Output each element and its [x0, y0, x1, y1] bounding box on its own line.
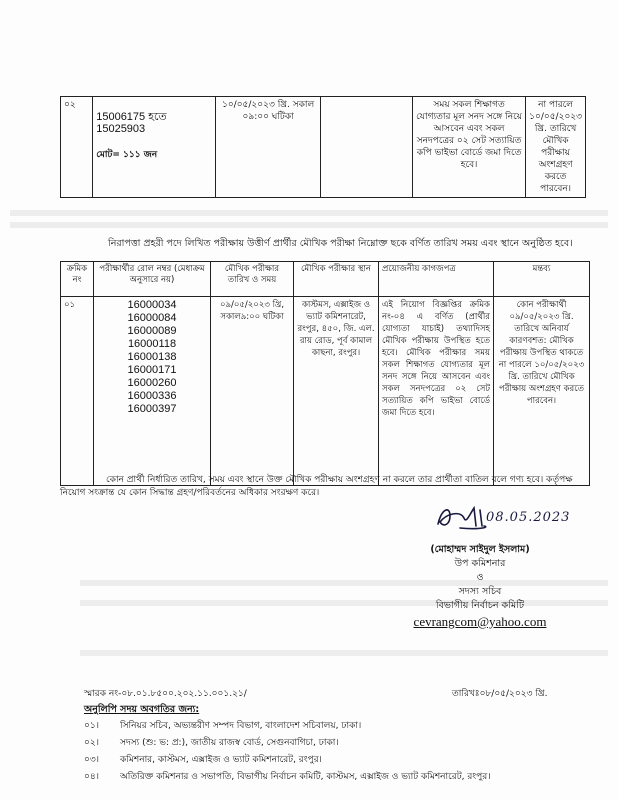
- list-item-text: অতিরিক্ত কমিশনার ও সভাপতি, বিভাগীয় নির্বাচন কমিটি, কাস্টমস, এক্সাইজ ও ভ্যাট কমিশনারেট, রংপুর।: [120, 772, 491, 782]
- previous-schedule-table: [60, 96, 586, 198]
- table-row: [61, 297, 590, 486]
- roll-number: 16000084: [127, 312, 177, 324]
- signatory-committee: বিভাগীয় নির্বাচন কমিটি: [435, 600, 525, 611]
- memo-number: স্মারক নং-০৮.০১.৮৫০০.২০২.১১.০০১.২১/: [84, 689, 247, 699]
- bleed-through-band: [10, 222, 608, 228]
- date-cell: ১০/০৫/২০২৩ খ্রি. সকাল ০৯:০০ ঘটিকা: [216, 97, 320, 198]
- place-cell: [320, 97, 412, 198]
- viva-schedule-table: [60, 261, 590, 486]
- signature-block: [375, 543, 585, 629]
- signatory-designation: উপ কমিশনার: [454, 558, 506, 569]
- list-item: [84, 752, 584, 769]
- list-item: [84, 718, 584, 735]
- roll-number: 16000118: [127, 338, 177, 350]
- roll-number: 16000260: [127, 377, 177, 389]
- roll-number: 16000171: [127, 364, 177, 376]
- roll-total: মোট= ১১১ জন: [96, 150, 158, 160]
- notice-paragraph: কোন প্রার্থী নির্ধারিত তারিখ, সময় এবং স্থানে উক্ত মৌখিক পরীক্ষায় অংশগ্রহণ না করলে তার প্রার্থীতা বাতিল বলে গণ্য হবে। কর্তৃপক্ষ নিয়োগ সংক্রান্ত যে কোন সিদ্ধান্ত গ্রহণ/পরিবর্তনের অধিকার সংরক্ষণ করে।: [60, 475, 573, 498]
- date-cell: ০৯/০৫/২০২৩ খ্রি, সকাল৯:০০ ঘটিকা: [211, 297, 294, 486]
- table-row: [61, 97, 586, 198]
- header-date: মৌখিক পরীক্ষার তারিখ ও সময়: [211, 262, 294, 297]
- bleed-through-band: [80, 650, 608, 656]
- cc-list: [84, 718, 584, 786]
- header-roll: পরীক্ষার্থীর রোল নম্বর (মেধাক্রম অনুসারে নয়): [94, 262, 211, 297]
- place-cell: কাস্টমস, এক্সাইজ ও ভ্যাট কমিশনারেট, রংপুর, ৪৫০, জি. এল. রায় রোড, পূর্ব কামাল কাছনা, রংপুর।: [294, 297, 379, 486]
- header-documents: প্রয়োজনীয় কাগজপত্র: [379, 262, 494, 297]
- header-place: মৌখিক পরীক্ষার স্থান: [294, 262, 379, 297]
- serial-cell: ০১: [61, 297, 94, 486]
- serial-cell: ০২: [61, 97, 93, 198]
- header-remarks: মন্তব্য: [494, 262, 590, 297]
- roll-number: 16000336: [127, 390, 177, 402]
- list-item-text: সিনিয়র সচিব, অভ্যন্তরীণ সম্পদ বিভাগ, বাংলাদেশ সচিবালয়, ঢাকা।: [120, 721, 362, 731]
- list-item-number: ০৪।: [84, 772, 99, 782]
- list-item: [84, 769, 584, 786]
- remarks-cell: না পারলে ১০/০৫/২০২৩ খ্রি. তারিখে মৌখিক পরীক্ষায় অংশগ্রহণ করতে পারবেন।: [526, 97, 586, 198]
- handwritten-date: 08.05.2023: [486, 510, 571, 525]
- list-item: [84, 735, 584, 752]
- signatory-name: (মোহাম্মদ সাইদুল ইসলাম): [430, 544, 530, 555]
- memo-date: তারিখঃ০৮/০৫/২০২৩ খ্রি.: [452, 689, 548, 699]
- intro-text: নিরাপত্তা প্রহরী পদে লিখিত পরীক্ষায় উত্তীর্ণ প্রার্থীর মৌখিক পরীক্ষা নিম্নোক্ত ছকে বর্ণিত তারিখ সময় এবং স্থানে অনুষ্ঠিত হবে।: [108, 238, 573, 249]
- roll-list: [97, 299, 207, 416]
- roll-cell: [94, 297, 211, 486]
- list-item-number: ০২।: [84, 738, 99, 748]
- contact-email[interactable]: cevrangcom@yahoo.com: [413, 614, 547, 629]
- roll-range: 15006175 হতে 15025903: [96, 111, 167, 135]
- table-header-row: [61, 262, 590, 297]
- list-item-text: সদস্য (শু: ভ: প্র:), জাতীয় রাজস্ব বোর্ড, সেগুনবাগিচা, ঢাকা।: [120, 738, 339, 748]
- signatory-and: ও: [476, 572, 484, 583]
- roll-number: 16000089: [127, 325, 177, 337]
- roll-cell: [93, 97, 216, 198]
- header-serial: ক্রমিক নং: [61, 262, 94, 297]
- roll-number: 16000397: [127, 403, 177, 415]
- remarks-cell: কোন পরীক্ষার্থী ০৯/০৫/২০২৩ খ্রি. তারিখে অনিবার্য কারণবশত: মৌখিক পরীক্ষায় উপস্থিত থাকতে না পারলে ১০/০৫/২০২৩ খ্রি. তারিখে মৌখিক পরীক্ষায় অংশগ্রহণ করতে পারবেন।: [494, 297, 590, 486]
- cc-heading: অনুলিপি সদয় অবগতির জন্য:: [84, 704, 200, 715]
- documents-cell: সময় সকল শিক্ষাগত যোগ্যতার মূল সনদ সঙ্গে নিয়ে আসবেন এবং সকল সনদপত্রের ০২ সেট সত্যায়িত কপি ভাইভা বোর্ডে জমা দিতে হবে।: [413, 97, 526, 198]
- documents-cell: এই নিয়োগ বিজ্ঞপ্তির ক্রমিক নং-০৪ এ বর্ণিত (প্রার্থীর যোগ্যতা যাচাই) তথ্যাদিসহ মৌখিক পরীক্ষায় উপস্থিত হতে হবে। মৌখিক পরীক্ষার সময় সকল শিক্ষাগত যোগ্যতার মূল সনদ সঙ্গে নিয়ে আসবেন এবং সকল সনদপত্রের ০২ সেট সত্যায়িত কপি ভাইভা বোর্ডে জমা দিতে হবে।: [379, 297, 494, 486]
- roll-number: 16000034: [127, 299, 177, 311]
- signatory-role: সদস্য সচিব: [458, 586, 502, 597]
- list-item-text: কমিশনার, কাস্টমস, এক্সাইজ ও ভ্যাট কমিশনারেট, রংপুর।: [120, 755, 322, 765]
- list-item-number: ০৩।: [84, 755, 99, 765]
- bleed-through-band: [10, 210, 608, 216]
- roll-number: 16000138: [127, 351, 177, 363]
- list-item-number: ০১।: [84, 721, 99, 731]
